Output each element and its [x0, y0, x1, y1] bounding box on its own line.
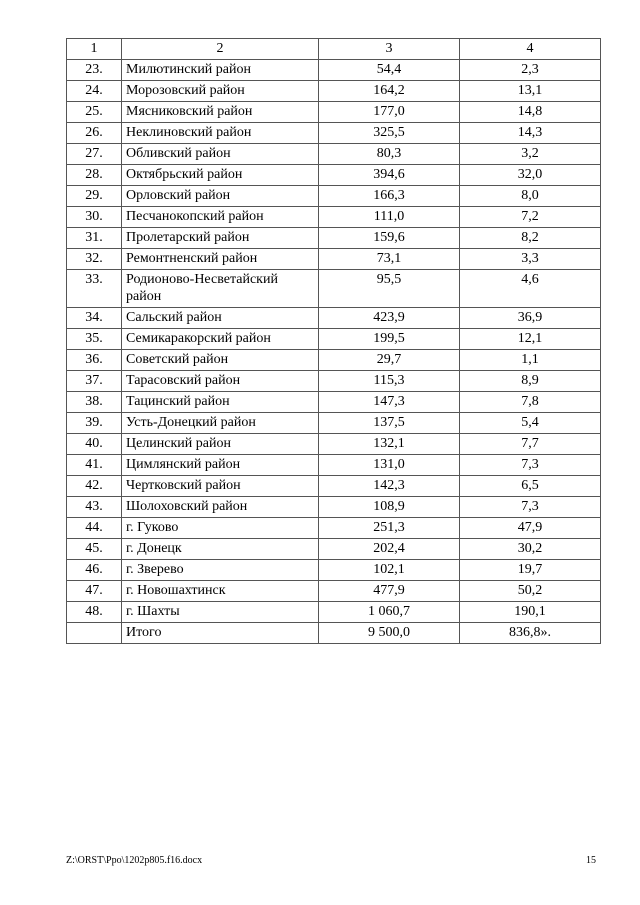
value-col-3: 423,9 [319, 308, 460, 329]
value-col-3: 29,7 [319, 350, 460, 371]
value-col-4: 50,2 [460, 581, 601, 602]
value-col-4: 8,9 [460, 371, 601, 392]
row-number: 41. [67, 455, 122, 476]
table-row [67, 392, 601, 413]
table-row [67, 413, 601, 434]
value-col-3: 166,3 [319, 186, 460, 207]
page-number: 15 [586, 855, 596, 866]
table-row [67, 581, 601, 602]
district-name: Неклиновский район [122, 123, 319, 144]
value-col-4: 32,0 [460, 165, 601, 186]
table-row [67, 434, 601, 455]
value-col-3: 177,0 [319, 102, 460, 123]
table-row [67, 623, 601, 644]
value-col-4: 7,3 [460, 455, 601, 476]
table-row [67, 102, 601, 123]
table-row [67, 518, 601, 539]
header-row [67, 39, 601, 60]
table-row [67, 270, 601, 308]
table-row [67, 249, 601, 270]
table-row [67, 350, 601, 371]
value-col-4: 2,3 [460, 60, 601, 81]
table-row [67, 144, 601, 165]
value-col-4: 30,2 [460, 539, 601, 560]
district-name: Мясниковский район [122, 102, 319, 123]
file-path: Z:\ORST\Ppo\1202p805.f16.docx [66, 855, 203, 866]
district-name: Родионово-Несветайский район [122, 270, 319, 308]
header-cell-1: 1 [67, 39, 122, 60]
value-col-4: 1,1 [460, 350, 601, 371]
value-col-4: 7,7 [460, 434, 601, 455]
value-col-4: 7,8 [460, 392, 601, 413]
district-name: Итого [122, 623, 319, 644]
value-col-3: 202,4 [319, 539, 460, 560]
value-col-4: 13,1 [460, 81, 601, 102]
district-name: Чертковский район [122, 476, 319, 497]
row-number: 39. [67, 413, 122, 434]
district-name: Семикаракорский район [122, 329, 319, 350]
table-row [67, 308, 601, 329]
table-row [67, 123, 601, 144]
district-name: Морозовский район [122, 81, 319, 102]
row-number: 33. [67, 270, 122, 308]
value-col-3: 9 500,0 [319, 623, 460, 644]
table-row [67, 371, 601, 392]
header-cell-3: 3 [319, 39, 460, 60]
value-col-4: 12,1 [460, 329, 601, 350]
table-row [67, 539, 601, 560]
value-col-3: 54,4 [319, 60, 460, 81]
table-row [67, 60, 601, 81]
row-number: 23. [67, 60, 122, 81]
row-number: 35. [67, 329, 122, 350]
value-col-3: 111,0 [319, 207, 460, 228]
value-col-3: 102,1 [319, 560, 460, 581]
value-col-4: 19,7 [460, 560, 601, 581]
table-row [67, 329, 601, 350]
value-col-3: 199,5 [319, 329, 460, 350]
district-name: Советский район [122, 350, 319, 371]
page-footer [66, 855, 596, 866]
district-name: Пролетарский район [122, 228, 319, 249]
row-number: 42. [67, 476, 122, 497]
value-col-4: 7,2 [460, 207, 601, 228]
district-name: Шолоховский район [122, 497, 319, 518]
table-row [67, 186, 601, 207]
row-number: 38. [67, 392, 122, 413]
row-number: 31. [67, 228, 122, 249]
value-col-4: 14,3 [460, 123, 601, 144]
table-body [67, 39, 601, 644]
district-name: Усть-Донецкий район [122, 413, 319, 434]
row-number: 45. [67, 539, 122, 560]
value-col-3: 115,3 [319, 371, 460, 392]
row-number: 25. [67, 102, 122, 123]
value-col-4: 3,2 [460, 144, 601, 165]
value-col-3: 95,5 [319, 270, 460, 308]
district-name: г. Шахты [122, 602, 319, 623]
value-col-3: 147,3 [319, 392, 460, 413]
value-col-3: 142,3 [319, 476, 460, 497]
row-number: 32. [67, 249, 122, 270]
row-number: 30. [67, 207, 122, 228]
district-name: г. Новошахтинск [122, 581, 319, 602]
value-col-4: 14,8 [460, 102, 601, 123]
table-row [67, 207, 601, 228]
value-col-3: 131,0 [319, 455, 460, 476]
table-row [67, 476, 601, 497]
district-name: г. Гуково [122, 518, 319, 539]
row-number: 29. [67, 186, 122, 207]
district-name: Орловский район [122, 186, 319, 207]
value-col-3: 1 060,7 [319, 602, 460, 623]
row-number: 26. [67, 123, 122, 144]
row-number: 24. [67, 81, 122, 102]
value-col-3: 159,6 [319, 228, 460, 249]
row-number: 43. [67, 497, 122, 518]
row-number: 48. [67, 602, 122, 623]
district-name: Песчанокопский район [122, 207, 319, 228]
row-number: 37. [67, 371, 122, 392]
value-col-3: 132,1 [319, 434, 460, 455]
value-col-3: 477,9 [319, 581, 460, 602]
district-name: Тацинский район [122, 392, 319, 413]
value-col-3: 164,2 [319, 81, 460, 102]
district-name: Октябрьский район [122, 165, 319, 186]
table-row [67, 602, 601, 623]
row-number: 40. [67, 434, 122, 455]
row-number: 44. [67, 518, 122, 539]
value-col-3: 108,9 [319, 497, 460, 518]
table-row [67, 455, 601, 476]
value-col-4: 5,4 [460, 413, 601, 434]
value-col-4: 6,5 [460, 476, 601, 497]
value-col-3: 80,3 [319, 144, 460, 165]
district-name: Тарасовский район [122, 371, 319, 392]
value-col-4: 190,1 [460, 602, 601, 623]
row-number: 28. [67, 165, 122, 186]
row-number: 36. [67, 350, 122, 371]
value-col-4: 47,9 [460, 518, 601, 539]
district-name: Сальский район [122, 308, 319, 329]
district-name: г. Зверево [122, 560, 319, 581]
value-col-3: 394,6 [319, 165, 460, 186]
table-row [67, 165, 601, 186]
district-name: г. Донецк [122, 539, 319, 560]
row-number: 46. [67, 560, 122, 581]
table-row [67, 81, 601, 102]
district-name: Обливский район [122, 144, 319, 165]
row-number: 27. [67, 144, 122, 165]
value-col-4: 3,3 [460, 249, 601, 270]
value-col-3: 325,5 [319, 123, 460, 144]
district-name: Милютинский район [122, 60, 319, 81]
district-name: Цимлянский район [122, 455, 319, 476]
table-row [67, 228, 601, 249]
value-col-4: 8,0 [460, 186, 601, 207]
header-cell-2: 2 [122, 39, 319, 60]
value-col-4: 7,3 [460, 497, 601, 518]
table-row [67, 497, 601, 518]
header-cell-4: 4 [460, 39, 601, 60]
value-col-4: 836,8». [460, 623, 601, 644]
row-number: 34. [67, 308, 122, 329]
value-col-3: 251,3 [319, 518, 460, 539]
data-table [66, 38, 601, 644]
row-number: 47. [67, 581, 122, 602]
value-col-4: 8,2 [460, 228, 601, 249]
district-name: Целинский район [122, 434, 319, 455]
district-name: Ремонтненский район [122, 249, 319, 270]
table-row [67, 560, 601, 581]
row-number [67, 623, 122, 644]
value-col-3: 73,1 [319, 249, 460, 270]
value-col-4: 4,6 [460, 270, 601, 308]
value-col-4: 36,9 [460, 308, 601, 329]
value-col-3: 137,5 [319, 413, 460, 434]
